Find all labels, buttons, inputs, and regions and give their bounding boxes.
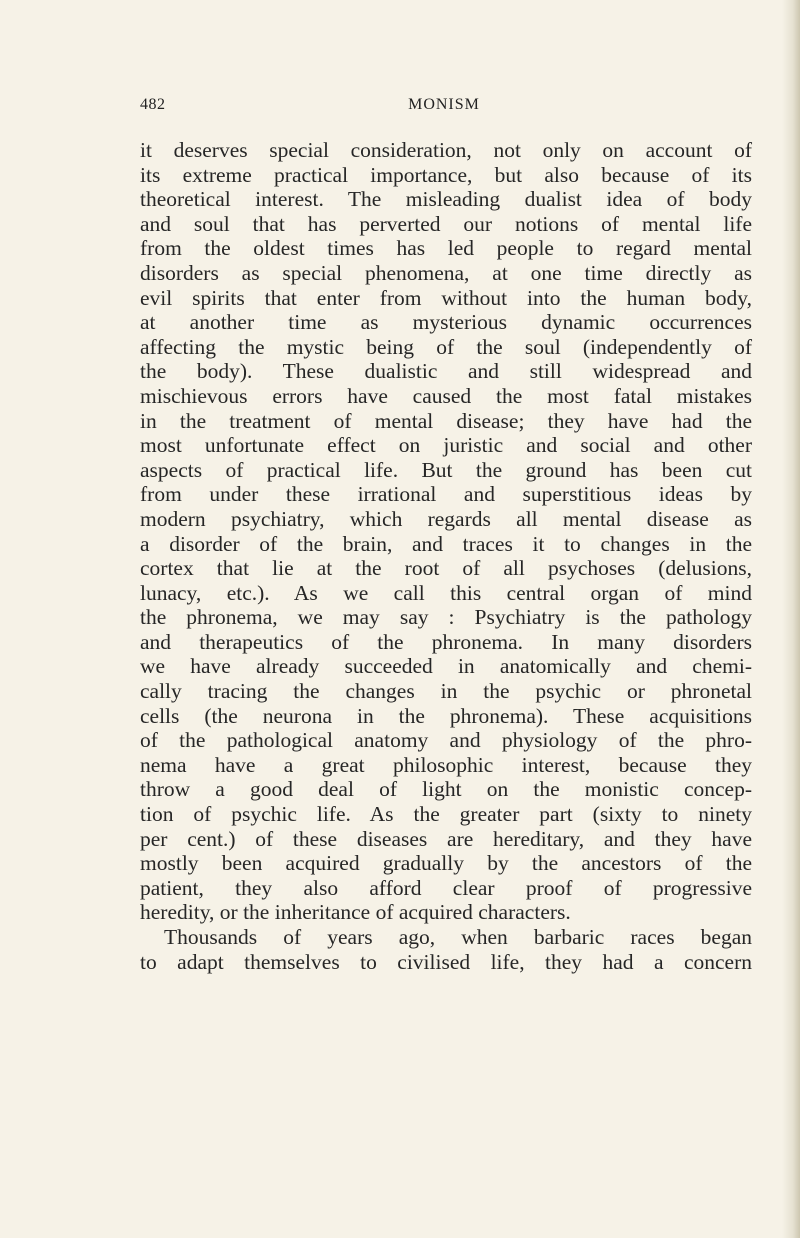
text-line: patient, they also afford clear proof of progressive — [140, 875, 752, 900]
text-line: it deserves special consideration, not only on account of — [140, 138, 752, 162]
text-line: from the oldest times has led people to regard mental — [140, 236, 752, 261]
body-text — [140, 138, 752, 974]
text-line: evil spirits that enter from without into the human body, — [140, 285, 752, 310]
text-line: of the pathological anatomy and physiology of the phro- — [140, 728, 752, 753]
text-line: mischievous errors have caused the most fatal mistakes — [140, 383, 752, 408]
text-line: cortex that lie at the root of all psychoses (delusions, — [140, 556, 752, 581]
text-line: lunacy, etc.). As we call this central organ of mind — [140, 580, 752, 605]
text-line: Thousands of years ago, when barbaric races began — [164, 925, 752, 949]
text-line: aspects of practical life. But the ground has been cut — [140, 457, 752, 482]
text-line: we have already succeeded in anatomically and chemi- — [140, 654, 752, 679]
page-number: 482 — [140, 96, 166, 113]
text-line: to adapt themselves to civilised life, they had a concern — [140, 949, 752, 974]
text-line: at another time as mysterious dynamic occurrences — [140, 310, 752, 335]
text-line: the phronema, we may say : Psychiatry is the pathology — [140, 605, 752, 630]
text-line: theoretical interest. The misleading dualist idea of body — [140, 187, 752, 212]
page-header — [140, 96, 748, 120]
text-line: modern psychiatry, which regards all mental disease as — [140, 506, 752, 531]
text-line: mostly been acquired gradually by the ancestors of the — [140, 851, 752, 876]
text-line: tion of psychic life. As the greater part (sixty to ninety — [140, 802, 752, 827]
text-line: affecting the mystic being of the soul (independently of — [140, 334, 752, 359]
text-line: per cent.) of these diseases are hereditary, and they have — [140, 826, 752, 851]
text-line: cells (the neurona in the phronema). These acquisitions — [140, 703, 752, 728]
text-line: most unfortunate effect on juristic and social and other — [140, 433, 752, 458]
text-line: cally tracing the changes in the psychic or phronetal — [140, 679, 752, 704]
text-line: its extreme practical importance, but also because of its — [140, 162, 752, 187]
text-line: throw a good deal of light on the monistic concep- — [140, 777, 752, 802]
text-line: from under these irrational and superstitious ideas by — [140, 482, 752, 507]
text-line: a disorder of the brain, and traces it to changes in the — [140, 531, 752, 556]
text-line: heredity, or the inheritance of acquired characters. — [140, 900, 571, 925]
text-line: the body). These dualistic and still widespread and — [140, 359, 752, 384]
text-line: and therapeutics of the phronema. In many disorders — [140, 629, 752, 654]
text-line: in the treatment of mental disease; they have had the — [140, 408, 752, 433]
running-head: MONISM — [408, 96, 480, 113]
text-line: disorders as special phenomena, at one time directly as — [140, 260, 752, 285]
text-line: and soul that has perverted our notions of mental life — [140, 211, 752, 236]
text-line: nema have a great philosophic interest, because they — [140, 752, 752, 777]
page-edge-shadow — [782, 0, 800, 1238]
